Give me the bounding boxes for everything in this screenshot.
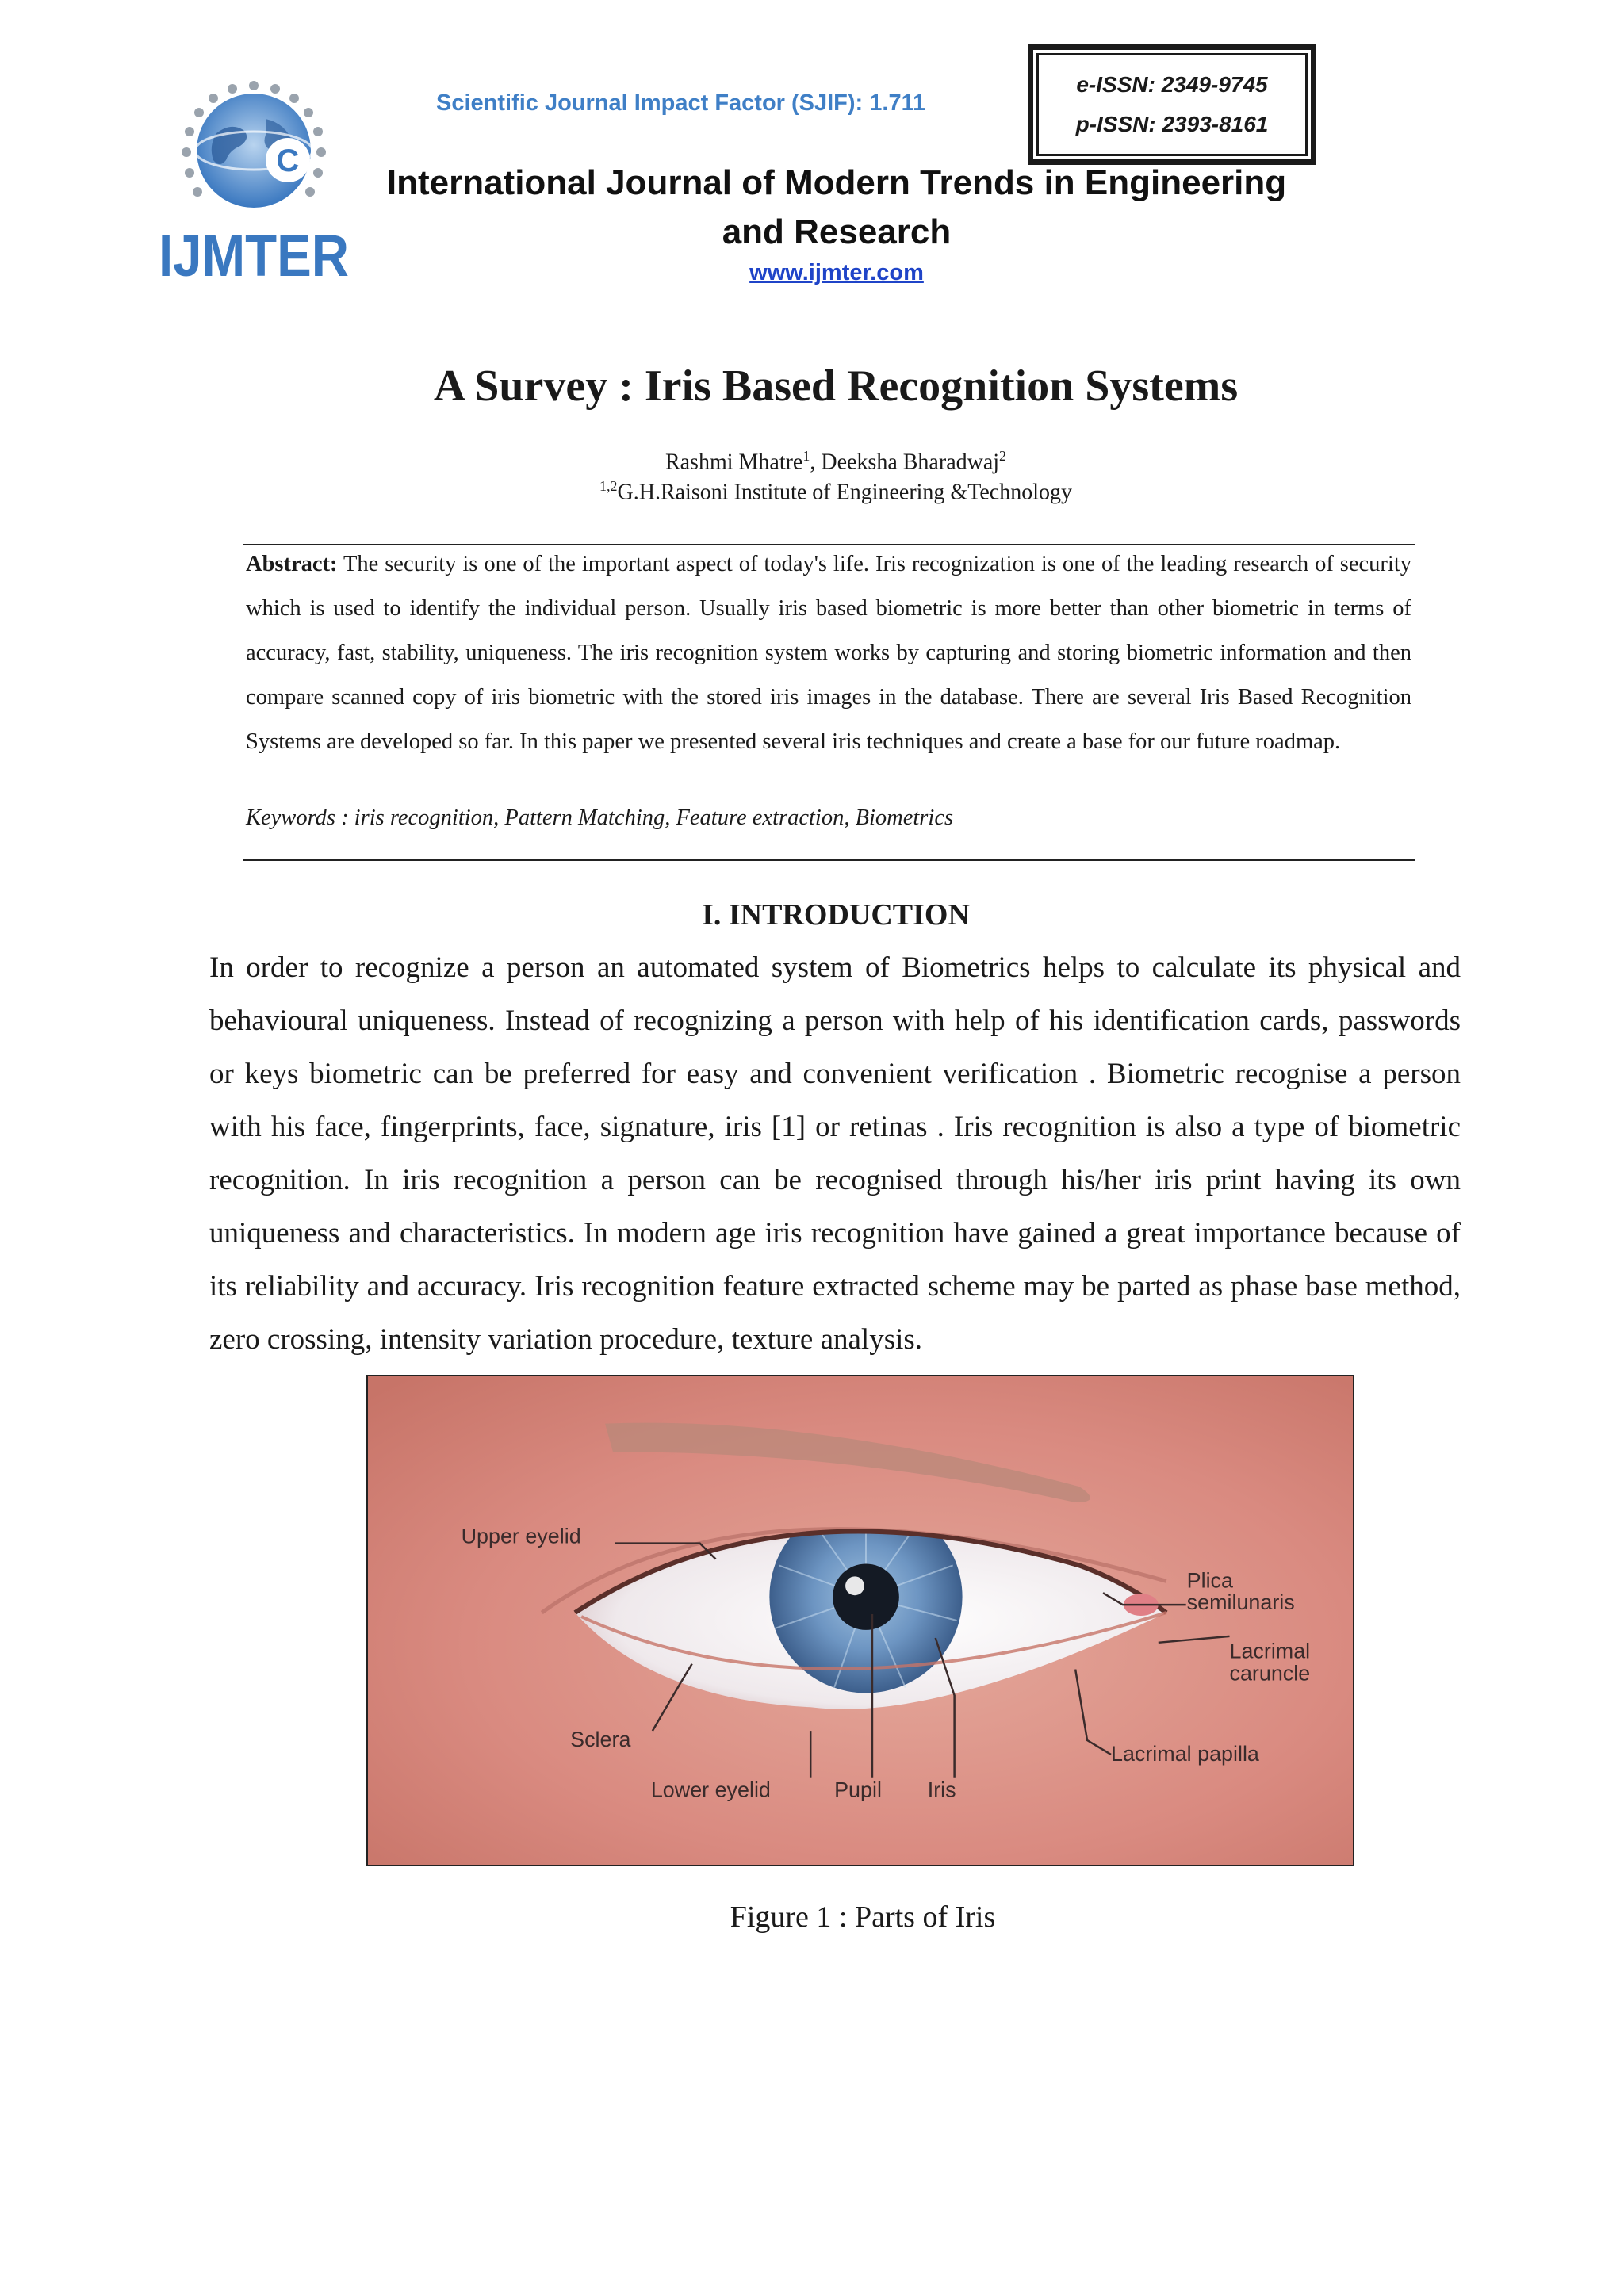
label-lower-eyelid: Lower eyelid <box>650 1777 771 1802</box>
journal-url-link[interactable]: www.ijmter.com <box>749 260 924 285</box>
impact-factor: Scientific Journal Impact Factor (SJIF): 1.711 <box>436 90 926 116</box>
keywords: Keywords : iris recognition, Pattern Matching, Feature extraction, Biometrics <box>246 806 954 830</box>
journal-url-row <box>349 260 1324 286</box>
author-1-sup: 1 <box>802 448 810 464</box>
globe-logo-icon <box>155 71 353 285</box>
abstract-text: The security is one of the important aspect of today's life. Iris recognization is one of the leading research of security which is used to identify the individual person. Usually iris based biometric is more better than other biometric in terms of accuracy, fast, stability, uniqueness. The iris recognition system works by capturing and storing biometric information and then compare scanned copy of iris biometric with the stored iris images in the database. There are several Iris Based Recognition Systems are developed so far. In this paper we presented several iris techniques and create a base for our future roadmap. <box>246 552 1411 754</box>
author-2: Deeksha Bharadwaj <box>821 450 1000 475</box>
label-plica-2: semilunaris <box>1186 1590 1295 1615</box>
author-separator: , <box>810 450 822 475</box>
p-issn: p-ISSN: 2393-8161 <box>1075 112 1269 136</box>
section-heading-introduction: I. INTRODUCTION <box>702 898 970 932</box>
figure-eye-diagram <box>366 1375 1354 1866</box>
author-2-sup: 2 <box>999 448 1007 464</box>
label-pupil: Pupil <box>834 1777 882 1802</box>
journal-logo <box>155 71 353 285</box>
figure-caption: Figure 1 : Parts of Iris <box>730 1900 996 1934</box>
authors <box>0 448 1624 475</box>
label-upper-eyelid: Upper eyelid <box>461 1524 581 1548</box>
logo-text: IJMTER <box>159 223 349 285</box>
e-issn: e-ISSN: 2349-9745 <box>1076 72 1268 97</box>
issn-box <box>1028 44 1316 165</box>
label-lacrimal-papilla: Lacrimal papilla <box>1110 1741 1259 1766</box>
paper-title: A Survey : Iris Based Recognition Systems <box>433 362 1239 411</box>
svg-text:C: C <box>276 144 300 178</box>
author-1: Rashmi Mhatre <box>665 450 803 475</box>
label-iris: Iris <box>927 1777 956 1802</box>
label-sclera: Sclera <box>570 1728 631 1751</box>
abstract-label: Abstract: <box>246 552 338 576</box>
eye-illustration <box>368 1376 1353 1865</box>
label-lacrimal-caruncle-1: Lacrimal <box>1229 1639 1311 1663</box>
affiliation-text: G.H.Raisoni Institute of Engineering &Technology <box>617 480 1072 505</box>
affiliation-sup: 1,2 <box>599 478 618 494</box>
introduction-paragraph: In order to recognize a person an automated system of Biometrics helps to calculate its physical and behavioural uniqueness. Instead of recognizing a person with help of his identification cards, passwords or keys biometric can be preferred for easy and convenient verification . Biometric recognise a person with his face, fingerprints, face, signature, iris [1] or retinas . Iris recognition is also a type of biometric recognition. In iris recognition a person can be recognised through his/her iris print having its own uniqueness and characteristics. In modern age iris recognition have gained a great importance because of its reliability and accuracy. Iris recognition feature extracted scheme may be parted as phase base method, zero crossing, intensity variation procedure, texture analysis. <box>209 951 1461 1356</box>
journal-name-line2: and Research <box>722 212 952 251</box>
abstract <box>246 542 1411 764</box>
journal-name <box>349 159 1324 257</box>
journal-name-line1: International Journal of Modern Trends in Engineering <box>386 163 1287 202</box>
label-lacrimal-caruncle-2: caruncle <box>1229 1661 1311 1686</box>
label-plica-1: Plica <box>1186 1568 1233 1593</box>
affiliation <box>0 478 1624 505</box>
abstract-bottom-rule <box>243 859 1415 861</box>
